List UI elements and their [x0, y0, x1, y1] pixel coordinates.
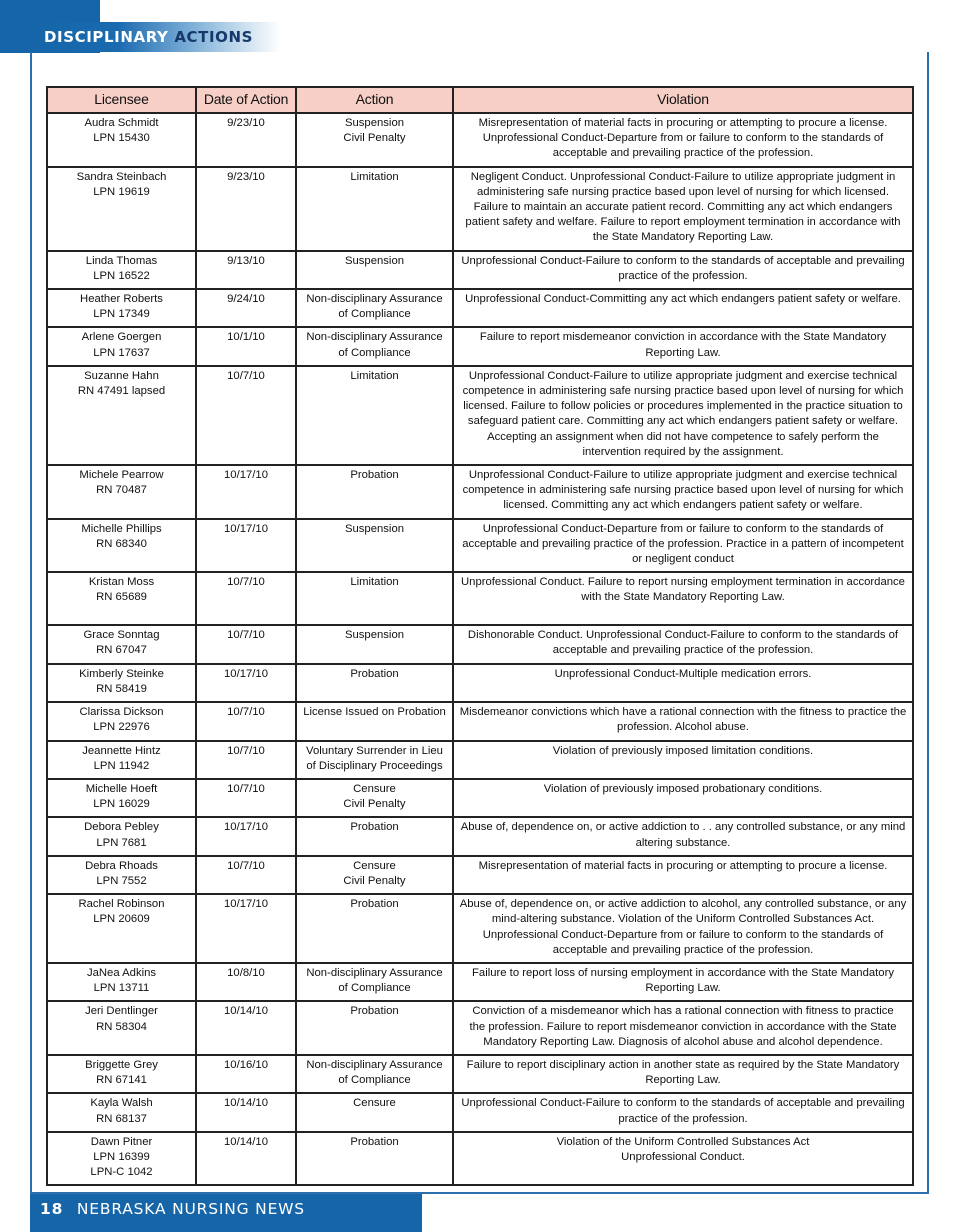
licensee-cell	[47, 572, 196, 625]
table-row	[47, 1055, 913, 1093]
violation-cell-line: practice of the profession.	[618, 269, 748, 282]
violation-cell	[453, 572, 913, 625]
table-row	[47, 894, 913, 963]
violation-cell-line: intervention required by the assignment.	[582, 445, 784, 458]
violation-cell-line: licensed. Failure to follow policies or procedures implemented in the practice situation to	[463, 400, 903, 413]
licensee-cell-line: Audra Schmidt	[84, 117, 159, 129]
violation-cell-line: Unprofessional Conduct-Failure to utilize appropriate judgment and exercise technical	[468, 369, 898, 382]
date-cell: 9/23/10	[196, 113, 296, 167]
action-cell	[296, 113, 453, 167]
date-cell: 10/17/10	[196, 817, 296, 855]
date-cell: 10/14/10	[196, 1093, 296, 1131]
action-cell	[296, 817, 453, 855]
violation-cell	[453, 113, 913, 167]
action-cell	[296, 572, 453, 625]
licensee-cell-line: Michelle Phillips	[81, 522, 162, 535]
violation-cell-line: patient safety and welfare. Failure to report employment termination in accordance with	[465, 216, 901, 229]
licensee-cell-line: LPN 22976	[93, 721, 150, 734]
licensee-cell-line: Dawn Pitner	[90, 1135, 153, 1148]
action-cell-line: Civil Penalty	[343, 874, 406, 887]
column-header-action: Action	[296, 87, 453, 113]
violation-cell-line: Failure to report disciplinary action in another state as required by the State Mandatory	[466, 1058, 900, 1071]
date-cell: 10/7/10	[196, 779, 296, 817]
disciplinary-table-wrap	[46, 86, 912, 1186]
violation-cell	[453, 625, 913, 663]
violation-cell-line: Misrepresentation of material facts in procuring or attempting to procure a license.	[478, 117, 888, 129]
violation-cell-line: acceptable and prevailing practice of the profession. Practice in a pattern of incompetent	[462, 537, 904, 550]
date-cell: 10/7/10	[196, 856, 296, 894]
section-title-word1: DISCIPLINARY	[44, 28, 169, 46]
action-cell	[296, 625, 453, 663]
action-cell-line: Suspension	[344, 629, 405, 642]
violation-cell-line: Abuse of, dependence on, or active addiction to alcohol, any controlled substance, or any	[459, 898, 907, 911]
licensee-cell-line: Debora Pebley	[84, 821, 159, 834]
licensee-cell	[47, 779, 196, 817]
action-cell	[296, 664, 453, 702]
licensee-cell-line: LPN-C 1042	[90, 1166, 153, 1179]
licensee-cell-line: Kayla Walsh	[90, 1097, 153, 1110]
action-cell-line: License Issued on Probation	[303, 706, 446, 719]
date-cell: 10/14/10	[196, 1132, 296, 1186]
action-cell-line: Suspension	[344, 254, 405, 267]
licensee-cell	[47, 327, 196, 365]
table-row	[47, 1093, 913, 1131]
action-cell-line: of Compliance	[338, 982, 411, 995]
table-row	[47, 779, 913, 817]
date-cell: 10/7/10	[196, 366, 296, 465]
licensee-cell-line: RN 47491 lapsed	[77, 385, 166, 398]
licensee-cell-line: LPN 11942	[93, 759, 150, 772]
violation-cell-line: Unprofessional Conduct.	[621, 1150, 745, 1163]
licensee-cell-line: Michelle Hoeft	[85, 782, 158, 795]
licensee-cell	[47, 251, 196, 289]
violation-cell-line: Accepting an assignment when did not have competence to safely perform the	[487, 430, 879, 443]
date-cell: 10/7/10	[196, 702, 296, 740]
licensee-cell-line: Jeannette Hintz	[82, 744, 161, 757]
licensee-cell	[47, 465, 196, 519]
violation-cell-line: Unprofessional Conduct. Failure to report nursing employment termination in accordance	[461, 576, 905, 589]
action-cell-line: Probation	[350, 898, 399, 911]
licensee-cell-line: RN 58304	[96, 1020, 147, 1033]
licensee-cell-line: Rachel Robinson	[78, 898, 165, 911]
date-cell: 10/17/10	[196, 894, 296, 963]
violation-cell-line: Unprofessional Conduct-Departure from or failure to conform to the standards of	[482, 522, 884, 535]
action-cell-line: Censure	[353, 859, 396, 872]
action-cell-line: Voluntary Surrender in Lieu	[306, 744, 443, 757]
page-number: 18	[40, 1200, 64, 1218]
licensee-cell-line: Kimberly Steinke	[79, 667, 164, 680]
violation-cell-line: with the State Mandatory Reporting Law.	[581, 591, 785, 604]
action-cell	[296, 1001, 453, 1055]
table-row	[47, 327, 913, 365]
violation-cell	[453, 1001, 913, 1055]
action-cell-line: Probation	[350, 1005, 399, 1018]
licensee-cell-line: RN 65689	[96, 591, 147, 604]
licensee-cell-line: Kristan Moss	[88, 576, 155, 589]
violation-cell-line: Reporting Law.	[645, 346, 721, 359]
action-cell-line: Suspension	[344, 117, 405, 129]
table-row	[47, 741, 913, 779]
action-cell-line: Probation	[350, 469, 399, 482]
action-cell-line: Civil Penalty	[343, 132, 406, 145]
violation-cell	[453, 1093, 913, 1131]
table-row	[47, 664, 913, 702]
violation-cell-line: Mandatory Reporting Law. Diagnosis of alcohol abuse and alcohol dependence.	[483, 1035, 883, 1048]
violation-cell	[453, 465, 913, 519]
violation-cell-line: competence in administering safe nursing practice based upon level of nursing for which	[462, 385, 904, 398]
violation-cell-line: Unprofessional Conduct-Departure from or failure to conform to the standards of	[482, 132, 884, 145]
violation-cell	[453, 1055, 913, 1093]
violation-cell	[453, 664, 913, 702]
licensee-cell-line: Debra Rhoads	[85, 859, 158, 872]
violation-cell	[453, 1132, 913, 1186]
action-cell-line: Non-disciplinary Assurance	[306, 1058, 443, 1071]
licensee-cell-line: LPN 15430	[93, 132, 150, 145]
violation-cell	[453, 741, 913, 779]
action-cell-line: of Disciplinary Proceedings	[306, 759, 443, 772]
table-header-row	[47, 87, 913, 113]
licensee-cell	[47, 702, 196, 740]
action-cell	[296, 1093, 453, 1131]
licensee-cell	[47, 1093, 196, 1131]
licensee-cell-line: RN 67047	[96, 644, 147, 657]
violation-cell-line: safeguard patient care. Committing any act which endangers patient safety or welfare.	[467, 415, 899, 428]
licensee-cell-line: LPN 7552	[96, 874, 147, 887]
licensee-cell-line: LPN 7681	[96, 836, 147, 849]
licensee-cell-line: LPN 19619	[93, 185, 150, 198]
licensee-cell-line: RN 68340	[96, 537, 147, 550]
table-row	[47, 856, 913, 894]
date-cell: 9/13/10	[196, 251, 296, 289]
action-cell-line: Civil Penalty	[343, 798, 406, 811]
violation-cell-line: Failure to maintain an accurate patient record. Committing any act which endangers	[473, 201, 893, 214]
date-cell: 10/7/10	[196, 625, 296, 663]
licensee-cell-line: LPN 16029	[93, 798, 150, 811]
table-row	[47, 702, 913, 740]
licensee-cell	[47, 519, 196, 573]
licensee-cell-line: LPN 16399	[93, 1150, 150, 1163]
date-cell: 10/8/10	[196, 963, 296, 1001]
action-cell-line: of Compliance	[338, 1074, 411, 1087]
violation-cell-line: Abuse of, dependence on, or active addiction to . . any controlled substance, or any mind	[460, 821, 906, 834]
violation-cell-line: altering substance.	[635, 836, 731, 849]
action-cell	[296, 465, 453, 519]
table-row	[47, 465, 913, 519]
action-cell	[296, 856, 453, 894]
licensee-cell-line: RN 68137	[96, 1112, 147, 1125]
table-row	[47, 519, 913, 573]
licensee-cell-line: Heather Roberts	[80, 293, 163, 306]
violation-cell-line: Violation of previously imposed limitation conditions.	[552, 744, 814, 757]
action-cell	[296, 289, 453, 327]
action-cell	[296, 1055, 453, 1093]
action-cell	[296, 741, 453, 779]
violation-cell	[453, 251, 913, 289]
action-cell-line: Suspension	[344, 522, 405, 535]
licensee-cell-line: Briggette Grey	[85, 1058, 158, 1071]
violation-cell	[453, 702, 913, 740]
action-cell-line: Probation	[350, 667, 399, 680]
action-cell	[296, 366, 453, 465]
action-cell	[296, 519, 453, 573]
licensee-cell-line: Suzanne Hahn	[84, 369, 159, 382]
licensee-cell	[47, 167, 196, 251]
table-body	[47, 113, 913, 1185]
violation-cell	[453, 856, 913, 894]
licensee-cell-line: LPN 17637	[93, 346, 150, 359]
violation-cell-line: Unprofessional Conduct-Departure from or failure to conform to the standards of	[482, 928, 884, 941]
violation-cell-line: profession. Alcohol abuse.	[617, 721, 749, 734]
violation-cell-line: Misrepresentation of material facts in procuring or attempting to procure a license.	[478, 859, 888, 872]
licensee-cell	[47, 1132, 196, 1186]
licensee-cell	[47, 366, 196, 465]
table-row	[47, 817, 913, 855]
violation-cell-line: Unprofessional Conduct-Multiple medication errors.	[554, 667, 812, 680]
action-cell	[296, 779, 453, 817]
violation-cell-line: licensed. Committing any act which endangers patient safety or welfare.	[503, 499, 863, 512]
table-row	[47, 1001, 913, 1055]
violation-cell	[453, 327, 913, 365]
publication-name: NEBRASKA NURSING NEWS	[76, 1200, 305, 1218]
violation-cell-line: acceptable and prevailing practice of the profession.	[552, 644, 814, 657]
footer	[40, 1200, 305, 1218]
violation-cell-line: Violation of previously imposed probationary conditions.	[543, 782, 823, 795]
date-cell: 10/17/10	[196, 465, 296, 519]
column-header-violation: Violation	[453, 87, 913, 113]
licensee-cell	[47, 664, 196, 702]
violation-cell-line: Conviction of a misdemeanor which has a rational connection with fitness to practice	[472, 1005, 894, 1018]
column-header-licensee: Licensee	[47, 87, 196, 113]
violation-cell-line: the profession. Failure to report misdemeanor conviction in accordance with the State	[469, 1020, 897, 1033]
date-cell: 10/7/10	[196, 741, 296, 779]
date-cell: 10/1/10	[196, 327, 296, 365]
violation-cell-line: practice of the profession.	[618, 1112, 748, 1125]
violation-cell-line: Unprofessional Conduct-Failure to utilize appropriate judgment and exercise technical	[468, 469, 898, 482]
licensee-cell-line: Jeri Dentlinger	[85, 1005, 158, 1018]
table-row	[47, 625, 913, 663]
action-cell	[296, 167, 453, 251]
licensee-cell-line: Michele Pearrow	[79, 469, 164, 482]
date-cell: 10/16/10	[196, 1055, 296, 1093]
violation-cell	[453, 366, 913, 465]
violation-cell-line: Failure to report loss of nursing employment in accordance with the State Mandatory	[472, 966, 894, 979]
table-row	[47, 963, 913, 1001]
table-row	[47, 251, 913, 289]
date-cell: 10/7/10	[196, 572, 296, 625]
violation-cell	[453, 519, 913, 573]
action-cell-line: of Compliance	[338, 308, 411, 321]
licensee-cell-line: LPN 20609	[93, 913, 150, 926]
table-row	[47, 113, 913, 167]
violation-cell-line: Dishonorable Conduct. Unprofessional Conduct-Failure to conform to the standards of	[467, 629, 899, 642]
date-cell: 10/17/10	[196, 519, 296, 573]
action-cell-line: Probation	[350, 1135, 399, 1148]
violation-cell-line: Negligent Conduct. Unprofessional Conduct-Failure to utilize appropriate judgment in	[470, 170, 896, 183]
licensee-cell	[47, 963, 196, 1001]
violation-cell	[453, 894, 913, 963]
section-title	[44, 28, 253, 46]
licensee-cell	[47, 1055, 196, 1093]
table-row	[47, 289, 913, 327]
action-cell-line: Non-disciplinary Assurance	[306, 966, 443, 979]
action-cell-line: Probation	[350, 821, 399, 834]
violation-cell	[453, 779, 913, 817]
licensee-cell-line: Arlene Goergen	[81, 331, 162, 344]
action-cell-line: of Compliance	[338, 346, 411, 359]
licensee-cell-line: RN 67141	[96, 1074, 147, 1087]
violation-cell-line: Reporting Law.	[645, 982, 721, 995]
licensee-cell-line: Linda Thomas	[85, 254, 158, 267]
licensee-cell	[47, 289, 196, 327]
licensee-cell	[47, 625, 196, 663]
violation-cell-line: acceptable and prevailing practice of the profession.	[552, 147, 814, 160]
violation-cell	[453, 289, 913, 327]
licensee-cell-line: JaNea Adkins	[86, 966, 157, 979]
licensee-cell	[47, 894, 196, 963]
violation-cell-line: mind-altering substance. Violation of the Uniform Controlled Substances Act.	[491, 913, 875, 926]
table-row	[47, 167, 913, 251]
violation-cell-line: or negligent conduct	[632, 553, 734, 566]
violation-cell-line: the State Mandatory Reporting Law.	[592, 231, 774, 244]
violation-cell-line: Unprofessional Conduct-Failure to conform to the standards of acceptable and prevailing	[461, 254, 905, 267]
action-cell-line: Non-disciplinary Assurance	[306, 293, 443, 306]
licensee-cell-line: Sandra Steinbach	[76, 170, 167, 183]
section-title-word2: ACTIONS	[174, 28, 254, 46]
action-cell	[296, 702, 453, 740]
violation-cell-line: administering safe nursing practice based upon level of nursing for which licensed.	[477, 185, 889, 198]
violation-cell	[453, 817, 913, 855]
licensee-cell	[47, 856, 196, 894]
violation-cell-line: Failure to report misdemeanor conviction in accordance with the State Mandatory	[479, 331, 887, 344]
action-cell-line: Censure	[353, 782, 396, 795]
violation-cell-line: Violation of the Uniform Controlled Substances Act	[556, 1135, 810, 1148]
table-row	[47, 1132, 913, 1186]
disciplinary-actions-table	[46, 86, 914, 1186]
licensee-cell-line: Clarissa Dickson	[79, 706, 164, 719]
licensee-cell-line: LPN 13711	[93, 982, 150, 995]
violation-cell-line: Reporting Law.	[645, 1074, 721, 1087]
licensee-cell-line: LPN 17349	[93, 308, 150, 321]
violation-cell-line: Unprofessional Conduct-Failure to conform to the standards of acceptable and prevailing	[461, 1097, 905, 1110]
table-row	[47, 366, 913, 465]
violation-cell-line: Misdemeanor convictions which have a rational connection with the fitness to practice the	[459, 706, 907, 719]
column-header-date: Date of Action	[196, 87, 296, 113]
violation-cell-line: acceptable and prevailing practice of the profession.	[552, 943, 814, 956]
action-cell-line: Non-disciplinary Assurance	[306, 331, 443, 344]
licensee-cell-line: RN 70487	[96, 484, 147, 497]
licensee-cell	[47, 1001, 196, 1055]
licensee-cell	[47, 817, 196, 855]
licensee-cell	[47, 741, 196, 779]
action-cell	[296, 251, 453, 289]
table-row	[47, 572, 913, 625]
date-cell: 9/24/10	[196, 289, 296, 327]
action-cell-line: Limitation	[350, 369, 399, 382]
date-cell: 10/14/10	[196, 1001, 296, 1055]
violation-cell-line: Unprofessional Conduct-Committing any act which endangers patient safety or welfare.	[465, 293, 901, 306]
action-cell	[296, 963, 453, 1001]
action-cell	[296, 894, 453, 963]
licensee-cell-line: Grace Sonntag	[83, 629, 160, 642]
licensee-cell-line: LPN 16522	[93, 269, 150, 282]
violation-cell	[453, 167, 913, 251]
action-cell-line: Limitation	[350, 576, 399, 589]
action-cell	[296, 1132, 453, 1186]
action-cell-line: Censure	[353, 1097, 396, 1110]
date-cell: 10/17/10	[196, 664, 296, 702]
violation-cell-line: competence in administering safe nursing practice based upon level of nursing for which	[462, 484, 904, 497]
licensee-cell	[47, 113, 196, 167]
licensee-cell-line: RN 58419	[96, 682, 147, 695]
date-cell: 9/23/10	[196, 167, 296, 251]
action-cell-line: Limitation	[350, 170, 399, 183]
violation-cell	[453, 963, 913, 1001]
action-cell	[296, 327, 453, 365]
